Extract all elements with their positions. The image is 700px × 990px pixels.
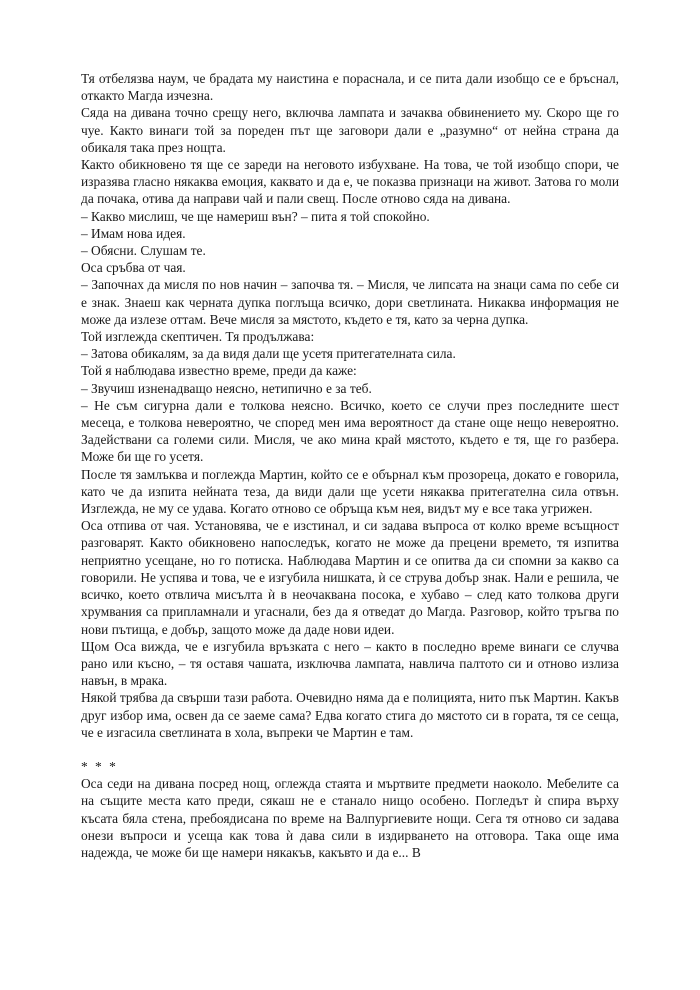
paragraph: Той изглежда скептичен. Тя продължава: <box>81 329 315 345</box>
paragraph: Оса сръбва от чая. <box>81 260 186 276</box>
paragraph: – Имам нова идея. <box>81 225 186 241</box>
paragraph: – Не съм сигурна дали е толкова неясно. Всичко, което се случи през последните шест месеца, е толкова невероятно, че според мен има вероятност да стане още нещо невероятно. Задействани са големи сили. Мисля, че ако мина край мястото, където е тя, ще го разбера. Може би ще го усетя. <box>81 397 619 465</box>
paragraph: Някой трябва да свърши тази работа. Очевидно няма да е полицията, нито пък Мартин. Какъв друг избор има, освен да се заеме сама? Едва когато стига до мястото си в гората, тя се сеща, че е изгасила светлината в хола, въпреки че Мартин е там. <box>81 690 619 740</box>
section-separator: * * * <box>81 758 118 774</box>
paragraph: Тя отбелязва наум, че брадата му наистина е пораснала, и се пита дали изобщо се е бръснал, откакто Магда изчезна. <box>81 71 619 104</box>
paragraph: Както обикновено тя ще се зареди на неговото избухване. На това, че той изобщо спори, че изразява гласно някаква емоция, каквато и да е, че показва признаци на живот. Затова го моли да почака, отива да направи чай и пали свещ. После отново сяда на дивана. <box>81 157 619 207</box>
paragraph: – Какво мислиш, че ще намериш вън? – пита я той спокойно. <box>81 208 430 224</box>
paragraph: Оса седи на дивана посред нощ, оглежда стаята и мъртвите предмети наоколо. Мебелите са на същите места като преди, сякаш не е станало нищо особено. Погледът ѝ спира върху късата бяла стена, пребоядисана по време на Валпургиевите нощи. Сега тя отново си задава онези въпроси и усеща как това ѝ дава сили в издирването на отговора. Така още има надежда, че може би ще намери някакъв, какъвто и да е... В <box>81 776 619 860</box>
paragraph: – Обясни. Слушам те. <box>81 243 206 259</box>
document-body <box>81 70 619 861</box>
paragraph: Щом Оса вижда, че е изгубила връзката с него – както в последно време винаги се случва рано или късно, – тя оставя чашата, изключва лампата, навлича палтото си и отново излиза навън, в мрака. <box>81 638 619 689</box>
paragraph: После тя замлъква и поглежда Мартин, който се е обърнал към прозореца, докато е говорила, като че да изпита нейната теза, да види дали ще усети някаква притегателна сила отвън. Изглежда, не му се удава. Когато отново се обръща към нея, видът му е все така угрижен. <box>81 466 619 517</box>
paragraph: – Започнах да мисля по нов начин – започва тя. – Мисля, че липсата на знаци сама по себе си е знак. Знаеш как черната дупка поглъща всичко, дори светлината. Никаква информация не може да излезе оттам. Вече мисля за мястото, където е тя, като за черна дупка. <box>81 277 619 327</box>
paragraph: Той я наблюдава известно време, преди да каже: <box>81 363 357 379</box>
paragraph: Оса отпива от чая. Установява, че е изстинал, и си задава въпроса от колко време всъщност разговарят. Както обикновено напоследък, когато не може да прецени времето, тя изпитва неприятно усещане, но го потиска. Наблюдава Мартин и се опитва да си спомни за какво са говорили. Не успява и това, че е изгубила нишката, ѝ се струва добър знак. Нали е решила, че всичко, което отвлича мисълта ѝ в неочаквана посока, е хубаво – след като толкова други хрумвания са припламнали и угаснали, без да я отведат до Магда. Разговор, който тръгва по нови пътища, е добър, защото може да даде нови идеи. <box>81 518 619 637</box>
paragraph: – Затова обикалям, за да видя дали ще усетя притегателната сила. <box>81 346 456 362</box>
paragraph: – Звучиш изненадващо неясно, нетипично е за теб. <box>81 380 372 396</box>
paragraph: Сяда на дивана точно срещу него, включва лампата и зачаква обвинението му. Скоро ще го чуе. Както винаги той за пореден път ще заговори дали е „разумно“ от нейна страна да обикаля така през нощта. <box>81 105 619 155</box>
